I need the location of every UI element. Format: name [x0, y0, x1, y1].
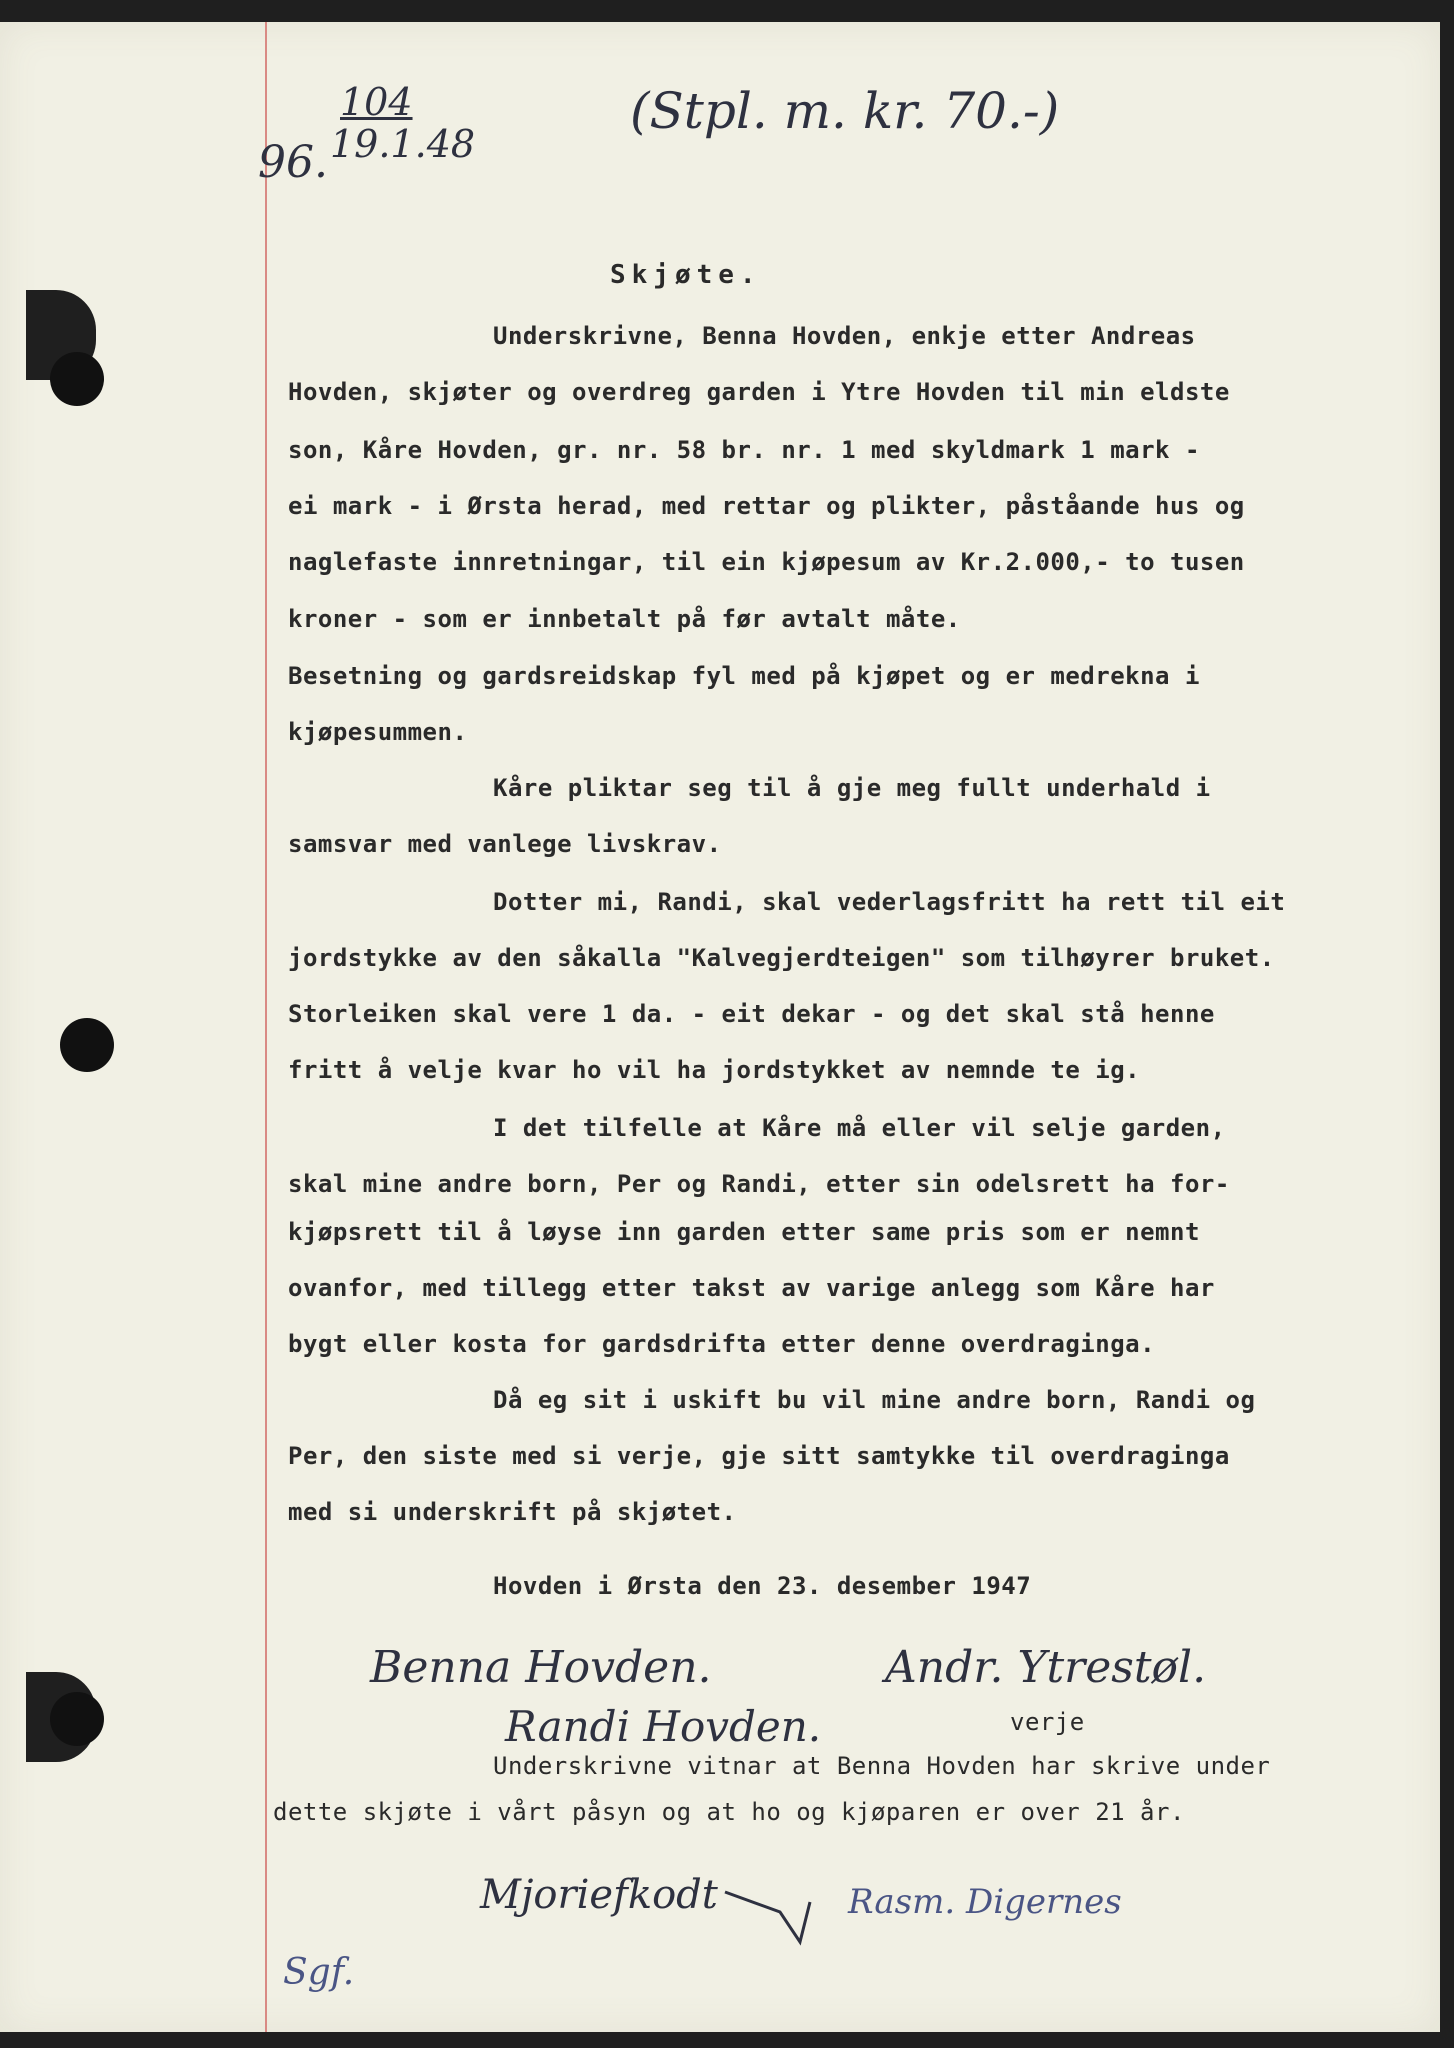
body-line: ei mark - i Ørsta herad, med rettar og plikter, påståande hus og — [288, 492, 1245, 520]
punch-hole-top — [50, 352, 104, 406]
reg-note-prefix: 96. — [258, 137, 328, 188]
witness-1-flourish — [720, 1872, 820, 1952]
witness-line: Underskrivne vitnar at Benna Hovden har skrive under — [493, 1752, 1271, 1780]
document-page — [0, 22, 1440, 2032]
witness-line: dette skjøte i vårt påsyn og at ho og kjøparen er over 21 år. — [273, 1798, 1185, 1826]
initials-mark: Sgf. — [283, 1952, 355, 1993]
body-line: kroner - som er innbetalt på før avtalt måte. — [288, 605, 961, 633]
body-line: ovanfor, med tillegg etter takst av varige anlegg som Kåre har — [288, 1274, 1215, 1302]
body-line: bygt eller kosta for gardsdrifta etter denne overdraginga. — [288, 1330, 1156, 1358]
body-line: kjøpesummen. — [288, 718, 468, 746]
punch-hole-middle — [60, 1018, 114, 1072]
body-line: fritt å velje kvar ho vil ha jordstykket av nemnde te ig. — [288, 1056, 1141, 1084]
body-line: Dotter mi, Randi, skal vederlagsfritt ha rett til eit — [493, 888, 1286, 916]
body-line: Besetning og gardsreidskap fyl med på kjøpet og er medrekna i — [288, 662, 1200, 690]
margin-rule — [265, 22, 267, 2032]
reg-note-number: 104 — [340, 80, 413, 124]
body-line: son, Kåre Hovden, gr. nr. 58 br. nr. 1 med skyldmark 1 mark - — [288, 436, 1200, 464]
signature-witness-2: Rasm. Digernes — [848, 1882, 1122, 1922]
stamp-note: (Stpl. m. kr. 70.-) — [630, 82, 1060, 140]
body-line: Då eg sit i uskift bu vil mine andre born, Randi og — [493, 1386, 1256, 1414]
body-line: naglefaste innretningar, til ein kjøpesum av Kr.2.000,- to tusen — [288, 548, 1245, 576]
punch-hole-bottom — [50, 1692, 104, 1746]
document-title: Skjøte. — [610, 260, 762, 290]
body-line: Underskrivne, Benna Hovden, enkje etter Andreas — [493, 322, 1196, 350]
body-line: med si underskrift på skjøtet. — [288, 1498, 737, 1526]
body-line: jordstykke av den såkalla "Kalvegjerdteigen" som tilhøyrer bruket. — [288, 944, 1275, 972]
body-line: kjøpsrett til å løyse inn garden etter same pris som er nemnt — [288, 1218, 1200, 1246]
body-line: skal mine andre born, Per og Randi, etter sin odelsrett ha for- — [288, 1170, 1230, 1198]
verje-label: verje — [1010, 1708, 1085, 1736]
body-line: I det tilfelle at Kåre må eller vil selje garden, — [493, 1114, 1226, 1142]
body-line: Per, den siste med si verje, gje sitt samtykke til overdraginga — [288, 1442, 1230, 1470]
signature-daughter: Randi Hovden. — [505, 1702, 822, 1751]
body-line: Kåre pliktar seg til å gje meg fullt underhald i — [493, 774, 1211, 802]
signature-seller: Benna Hovden. — [370, 1642, 712, 1693]
signature-guardian: Andr. Ytrestøl. — [885, 1642, 1207, 1693]
body-line: samsvar med vanlege livskrav. — [288, 830, 722, 858]
place-date-line: Hovden i Ørsta den 23. desember 1947 — [493, 1572, 1032, 1600]
body-line: Storleiken skal vere 1 da. - eit dekar - og det skal stå henne — [288, 1000, 1215, 1028]
signature-witness-1: Mjoriefkodt — [480, 1872, 718, 1918]
reg-note-date: 19.1.48 — [330, 122, 476, 166]
body-line: Hovden, skjøter og overdreg garden i Ytre Hovden til min eldste — [288, 378, 1230, 406]
